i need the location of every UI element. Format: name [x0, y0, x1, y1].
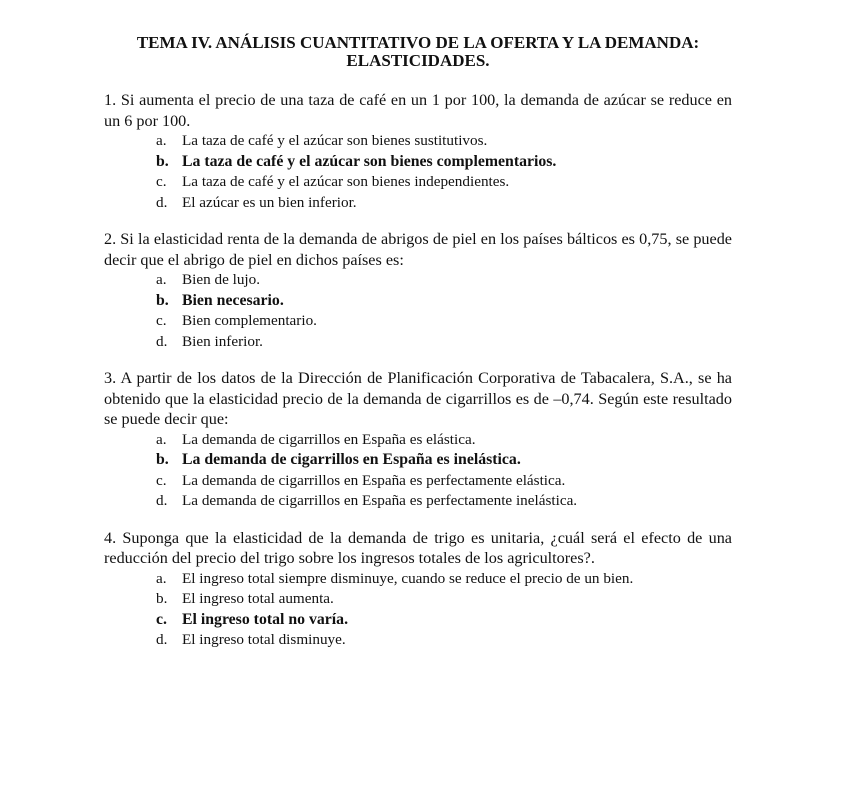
question-list: [104, 90, 732, 651]
option-text: Bien necesario.: [182, 291, 284, 309]
answer-option-correct: [156, 450, 732, 471]
answer-option: [156, 430, 732, 451]
answer-option-correct: [156, 610, 732, 631]
option-letter: c.: [156, 610, 167, 628]
option-letter: c.: [156, 471, 167, 489]
option-letter: d.: [156, 193, 168, 211]
answer-option: [156, 172, 732, 193]
answer-option: [156, 193, 732, 214]
answer-option: [156, 589, 732, 610]
option-text: El ingreso total aumenta.: [182, 590, 334, 607]
option-letter: a.: [156, 132, 167, 149]
answer-option: [156, 270, 732, 291]
option-letter: b.: [156, 451, 169, 468]
answer-options: [104, 270, 732, 352]
option-letter: b.: [156, 590, 168, 607]
title-line-1: TEMA IV. ANÁLISIS CUANTITATIVO DE LA OFERTA Y LA DEMANDA:: [136, 33, 700, 52]
option-text: El azúcar es un bien inferior.: [182, 193, 357, 211]
option-letter: c.: [156, 312, 167, 329]
question-2: [104, 229, 732, 352]
option-text: La taza de café y el azúcar son bienes complementarios.: [182, 152, 557, 170]
answer-option: [156, 131, 732, 152]
option-text: El ingreso total no varía.: [182, 610, 349, 628]
option-letter: a.: [156, 271, 167, 288]
answer-option-correct: [156, 152, 732, 173]
answer-option: [156, 569, 732, 590]
option-letter: d.: [156, 492, 168, 509]
answer-options: [104, 569, 732, 651]
answer-options: [104, 430, 732, 512]
option-letter: b.: [156, 291, 169, 309]
question-stem: 4. Suponga que la elasticidad de la demanda de trigo es unitaria, ¿cuál será el efecto de una reducción del precio del trigo sobre los ingresos totales de los agricultores?.: [104, 528, 732, 567]
option-text: La taza de café y el azúcar son bienes independientes.: [182, 173, 510, 190]
option-text: El ingreso total disminuye.: [182, 631, 346, 648]
answer-option: [156, 311, 732, 332]
answer-option: [156, 491, 732, 512]
title-line-2: ELASTICIDADES.: [346, 51, 490, 70]
question-stem: 2. Si la elasticidad renta de la demanda de abrigos de piel en los países bálticos es 0,75, se puede decir que el abrigo de piel en dichos países es:: [104, 230, 732, 269]
option-text: Bien complementario.: [182, 312, 317, 329]
option-letter: c.: [156, 173, 167, 190]
option-text: La demanda de cigarrillos en España es perfectamente elástica.: [182, 471, 566, 489]
answer-option-correct: [156, 291, 732, 312]
question-4: [104, 528, 732, 651]
question-3: [104, 368, 732, 512]
answer-option: [156, 332, 732, 353]
question-stem: 1. Si aumenta el precio de una taza de café en un 1 por 100, la demanda de azúcar se reduce en un 6 por 100.: [104, 91, 732, 130]
option-letter: d.: [156, 631, 168, 648]
option-letter: b.: [156, 152, 169, 170]
option-letter: d.: [156, 332, 168, 350]
document-title: [104, 34, 732, 70]
option-text: La demanda de cigarrillos en España es inelástica.: [182, 451, 521, 468]
answer-options: [104, 131, 732, 213]
option-text: Bien de lujo.: [182, 271, 261, 288]
question-1: [104, 90, 732, 213]
option-text: La taza de café y el azúcar son bienes sustitutivos.: [182, 132, 488, 149]
option-text: Bien inferior.: [182, 332, 263, 350]
question-stem: 3. A partir de los datos de la Dirección de Planificación Corporativa de Tabacalera, S.A., se ha obtenido que la elasticidad precio de la demanda de cigarrillos es de –0,74. Según este resultado se puede decir que:: [104, 369, 732, 428]
answer-option: [156, 471, 732, 492]
option-letter: a.: [156, 569, 167, 587]
answer-option: [156, 630, 732, 651]
option-text: La demanda de cigarrillos en España es elástica.: [182, 430, 476, 448]
document-page: [104, 34, 732, 667]
option-text: La demanda de cigarrillos en España es perfectamente inelástica.: [182, 492, 578, 509]
option-text: El ingreso total siempre disminuye, cuando se reduce el precio de un bien.: [182, 569, 634, 587]
option-letter: a.: [156, 430, 167, 448]
